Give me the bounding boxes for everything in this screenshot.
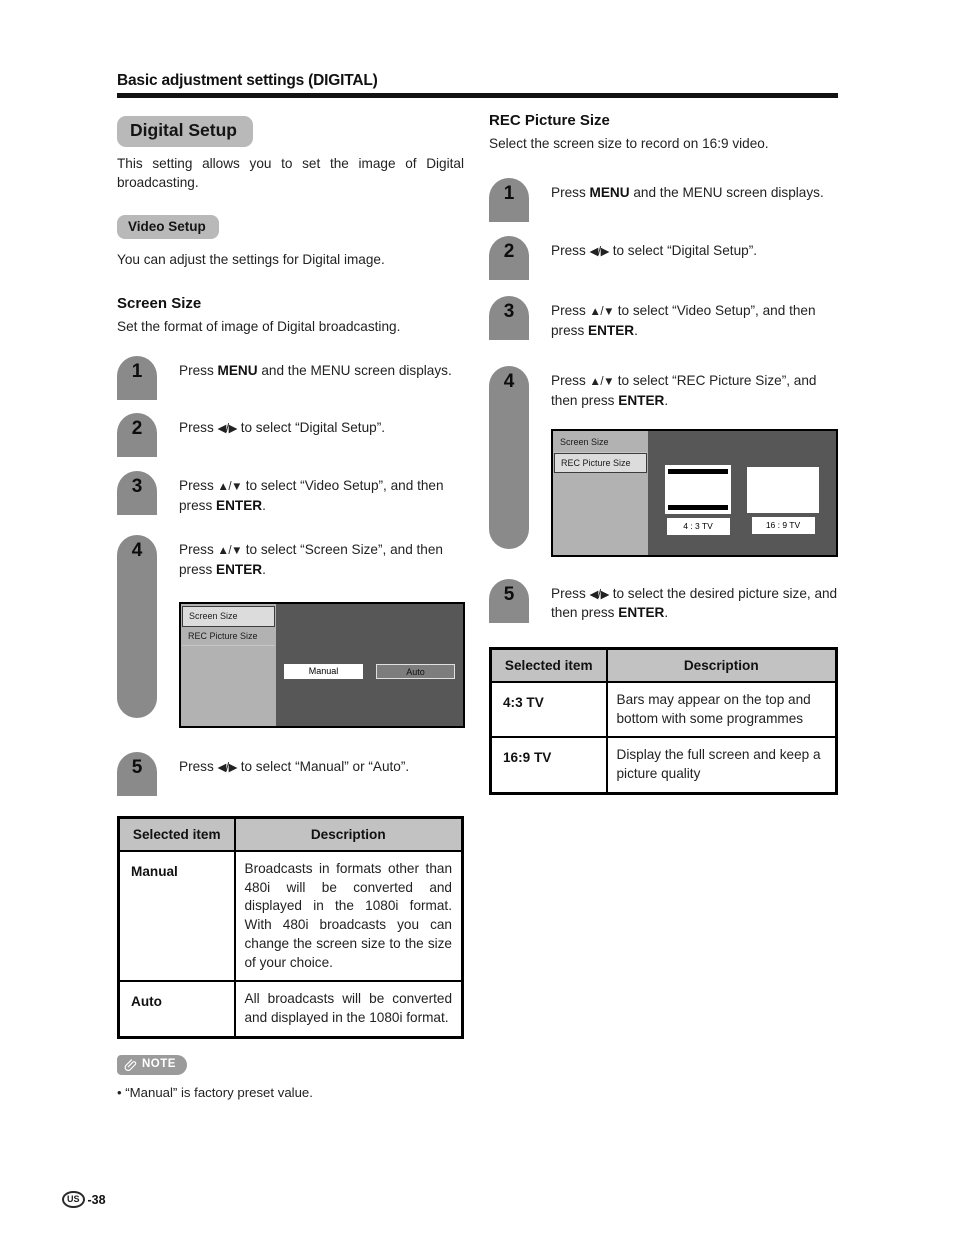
step-number-badge: 2: [489, 236, 529, 280]
thumbnail-label: 16 : 9 TV: [752, 517, 815, 534]
table-header-selected-item: Selected item: [119, 817, 235, 851]
page-number: -38: [87, 1192, 106, 1207]
page-title: Basic adjustment settings (DIGITAL): [117, 72, 378, 89]
table-header-description: Description: [235, 817, 463, 851]
step-number-badge: 4: [489, 366, 529, 549]
menu-item-rec-picture-size: REC Picture Size: [554, 453, 647, 474]
note-label: NOTE: [142, 1058, 176, 1071]
step-number-badge: 5: [117, 752, 157, 796]
table-header-description: Description: [607, 648, 837, 682]
step-2: [489, 236, 838, 280]
step-instruction: Press MENU and the MENU screen displays.: [179, 363, 452, 379]
step-4: [489, 366, 838, 557]
heading-rec-picture-size: REC Picture Size: [489, 112, 610, 129]
left-right-arrow-icon: ◀/▶: [217, 761, 237, 774]
table-cell-description: Display the full screen and keep a picture quality: [607, 737, 837, 793]
step-instruction: Press ◀/▶ to select “Manual” or “Auto”.: [179, 758, 410, 774]
step-instruction: Press ▲/▼ to select “Video Setup”, and then press ENTER.: [179, 478, 444, 513]
menu-content: [648, 431, 836, 555]
note-bullet-text: • “Manual” is factory preset value.: [117, 1084, 313, 1100]
thumbnail-16-9-tv: [747, 465, 819, 534]
right-column: [489, 112, 838, 795]
step-5: [489, 579, 838, 623]
step-number-badge: 2: [117, 413, 157, 457]
up-down-arrow-icon: ▲/▼: [217, 481, 242, 494]
table-cell-description: Bars may appear on the top and bottom with some programmes: [607, 682, 837, 738]
option-auto: Auto: [376, 664, 455, 679]
left-column: [117, 116, 464, 1100]
fullscreen-preview: [747, 467, 819, 513]
menu-item-screen-size: Screen Size: [182, 606, 275, 627]
thumbnail-label: 4 : 3 TV: [667, 518, 730, 535]
step-number-badge: 5: [489, 579, 529, 623]
step-2: [117, 413, 464, 457]
step-1: [117, 356, 464, 400]
step-instruction: Press ◀/▶ to select “Digital Setup”.: [551, 243, 758, 259]
table-cell-item: Auto: [119, 981, 235, 1037]
left-right-arrow-icon: ◀/▶: [217, 423, 237, 436]
step-instruction: Press MENU and the MENU screen displays.: [551, 185, 824, 201]
section-intro: This setting allows you to set the image of Digital broadcasting.: [117, 156, 464, 191]
heading-intro: Select the screen size to record on 16:9 video.: [489, 136, 769, 151]
table-cell-item: 4:3 TV: [491, 682, 607, 738]
up-down-arrow-icon: ▲/▼: [589, 306, 614, 319]
heading-intro: Set the format of image of Digital broadcasting.: [117, 318, 401, 334]
step-number-badge: 1: [117, 356, 157, 400]
step-number-badge: 3: [117, 471, 157, 515]
up-down-arrow-icon: ▲/▼: [589, 376, 614, 389]
step-instruction: Press ▲/▼ to select “Screen Size”, and then press ENTER. Screen Size REC Picture Size Manual Auto: [179, 535, 465, 728]
note-section: [117, 1055, 464, 1100]
section-badge-digital-setup: Digital Setup: [117, 116, 253, 147]
table-header-row: [491, 648, 837, 682]
header-divider: [117, 93, 838, 98]
table-row-manual: [119, 851, 463, 982]
screen-size-selection-table: [117, 816, 464, 1039]
note-badge: [117, 1055, 187, 1075]
up-down-arrow-icon: ▲/▼: [217, 545, 242, 558]
table-cell-description: All broadcasts will be converted and displayed in the 1080i format.: [235, 981, 463, 1037]
step-instruction: Press ◀/▶ to select “Digital Setup”.: [179, 420, 386, 436]
step-1: [489, 178, 838, 222]
table-row-auto: [119, 981, 463, 1037]
table-row-4-3-tv: [491, 682, 837, 738]
step-3: [117, 471, 464, 515]
option-manual: Manual: [284, 664, 363, 679]
step-4: [117, 535, 464, 728]
step-number-badge: 3: [489, 296, 529, 340]
table-header-selected-item: Selected item: [491, 648, 607, 682]
left-right-arrow-icon: ◀/▶: [589, 588, 609, 601]
paperclip-icon: [124, 1058, 137, 1071]
table-cell-description: Broadcasts in formats other than 480i will be converted and displayed in the 1080i format. With 480i broadcasts you can change the screen size to the size of your choice.: [235, 851, 463, 982]
menu-item-rec-picture-size: REC Picture Size: [182, 627, 275, 647]
subsection-badge-video-setup: Video Setup: [117, 215, 219, 239]
menu-content: [276, 604, 463, 726]
menu-item-screen-size: Screen Size: [554, 433, 647, 453]
step-instruction: Press ▲/▼ to select “Video Setup”, and then press ENTER.: [551, 303, 816, 338]
step-instruction: Press ◀/▶ to select the desired picture size, and then press ENTER.: [551, 585, 838, 621]
subsection-intro: You can adjust the settings for Digital image.: [117, 251, 385, 267]
table-row-16-9-tv: [491, 737, 837, 793]
menu-sidebar: [181, 604, 276, 726]
step-number-badge: 1: [489, 178, 529, 222]
step-5: [117, 752, 464, 796]
heading-screen-size: Screen Size: [117, 294, 202, 312]
table-cell-item: Manual: [119, 851, 235, 982]
menu-sidebar: [553, 431, 648, 555]
step-3: [489, 296, 838, 340]
thumbnail-4-3-tv: [665, 465, 731, 535]
step-instruction: Press ▲/▼ to select “REC Picture Size”, and then press ENTER. Screen Size REC Picture Size 4 : 3 TV 16 : 9 TV: [551, 366, 838, 557]
region-badge: US: [62, 1191, 85, 1208]
step-number-badge: 4: [117, 535, 157, 718]
left-right-arrow-icon: ◀/▶: [589, 246, 609, 259]
menu-screenshot-rec-picture-size: [551, 429, 838, 557]
table-header-row: [119, 817, 463, 851]
page-footer: [62, 1191, 106, 1208]
menu-screenshot-screen-size: [179, 602, 465, 728]
table-cell-item: 16:9 TV: [491, 737, 607, 793]
rec-picture-size-selection-table: [489, 647, 838, 795]
letterbox-preview: [665, 465, 731, 514]
